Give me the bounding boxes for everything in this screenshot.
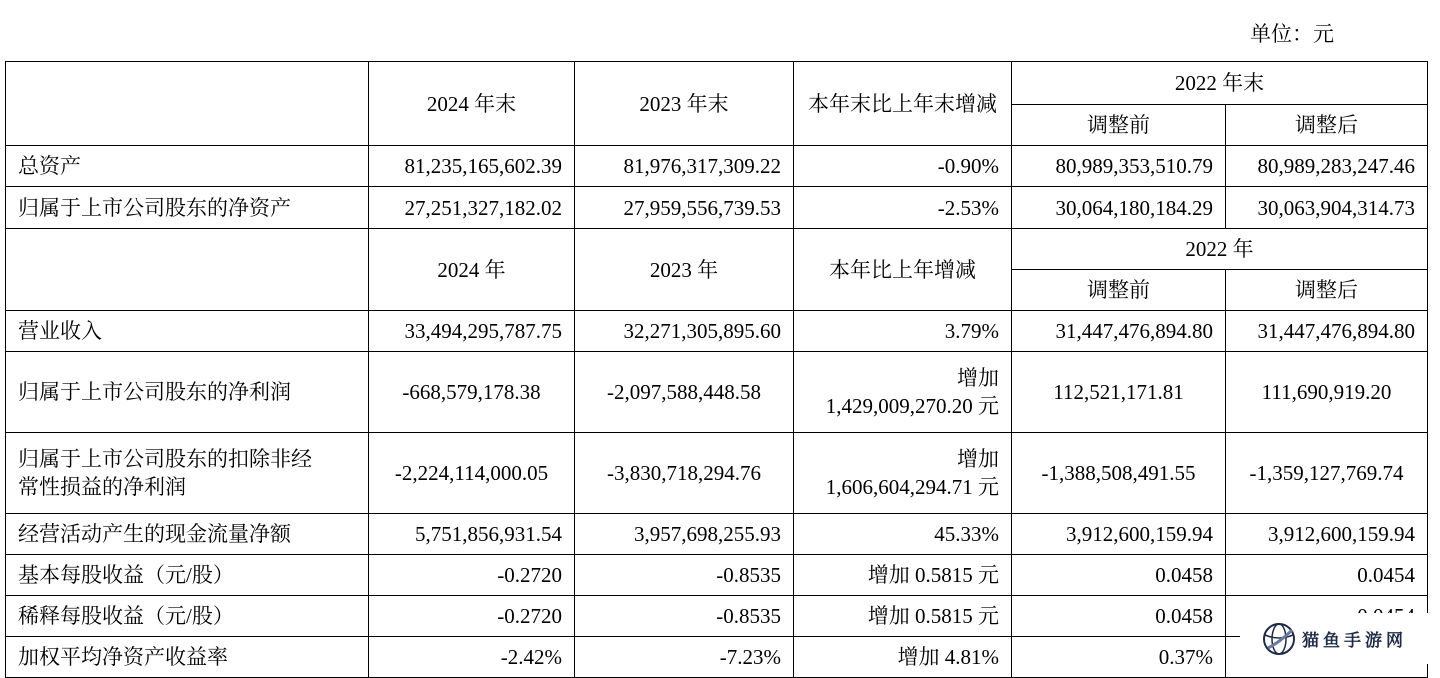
row-label: 归属于上市公司股东的净资产 [6,187,369,229]
value-2023: 27,959,556,739.53 [575,187,794,229]
balance-header-2023: 2023 年末 [575,62,794,146]
value-2022-after: 30,063,904,314.73 [1226,187,1428,229]
balance-header-2024: 2024 年末 [369,62,575,146]
table-row [6,146,1428,187]
value-change: 增加 4.81% [794,637,1012,678]
value-2024: 33,494,295,787.75 [369,311,575,352]
row-label: 基本每股收益（元/股） [6,555,369,596]
income-header-2023: 2023 年 [575,229,794,311]
table-row [6,433,1428,514]
value-2022-before: 0.37% [1012,637,1226,678]
value-2022-before: 31,447,476,894.80 [1012,311,1226,352]
value-2022-before: 0.0458 [1012,555,1226,596]
value-change: 3.79% [794,311,1012,352]
table-row [6,596,1428,637]
value-2024: -2,224,114,000.05 [369,433,575,514]
balance-header-2022: 2022 年末 [1012,62,1428,105]
value-2024: 81,235,165,602.39 [369,146,575,187]
value-2022-after: 0.0454 [1226,555,1428,596]
income-header-row-1 [6,229,1428,270]
balance-header-row-1 [6,62,1428,105]
change-line-2: 1,429,009,270.20 元 [825,394,999,418]
value-2022-before: 3,912,600,159.94 [1012,514,1226,555]
value-2023: -0.8535 [575,596,794,637]
table-row [6,352,1428,433]
watermark [1240,613,1440,664]
row-label-line-2: 常性损益的净利润 [18,475,186,499]
row-label: 归属于上市公司股东的净利润 [6,352,369,433]
value-change: 45.33% [794,514,1012,555]
value-2024: -0.2720 [369,596,575,637]
value-2024: -0.2720 [369,555,575,596]
value-change [794,352,1012,433]
row-label [6,433,369,514]
value-2023: -2,097,588,448.58 [575,352,794,433]
table-row [6,187,1428,229]
row-label: 稀释每股收益（元/股） [6,596,369,637]
value-2022-after: 3,912,600,159.94 [1226,514,1428,555]
income-header-empty [6,229,369,311]
value-2022-before: -1,388,508,491.55 [1012,433,1226,514]
income-header-before: 调整前 [1012,270,1226,311]
table-row [6,637,1428,678]
value-2022-before: 80,989,353,510.79 [1012,146,1226,187]
value-2022-before: 112,521,171.81 [1012,352,1226,433]
value-2024: -2.42% [369,637,575,678]
income-header-2024: 2024 年 [369,229,575,311]
value-change [794,433,1012,514]
value-2022-after: 31,447,476,894.80 [1226,311,1428,352]
unit-label: 单位：元 [1250,22,1334,46]
row-label: 营业收入 [6,311,369,352]
value-2023: -0.8535 [575,555,794,596]
balance-header-before: 调整前 [1012,105,1226,146]
balance-header-after: 调整后 [1226,105,1428,146]
row-label: 加权平均净资产收益率 [6,637,369,678]
row-label: 总资产 [6,146,369,187]
row-label: 经营活动产生的现金流量净额 [6,514,369,555]
table-row [6,311,1428,352]
value-2022-before: 0.0458 [1012,596,1226,637]
change-line-1: 增加 [957,366,999,390]
value-change: 增加 0.5815 元 [794,555,1012,596]
value-2023: 3,957,698,255.93 [575,514,794,555]
value-2023: -3,830,718,294.76 [575,433,794,514]
value-2023: 32,271,305,895.60 [575,311,794,352]
watermark-text: 猫鱼手游网 [1302,631,1407,651]
value-change: 增加 0.5815 元 [794,596,1012,637]
value-2023: 81,976,317,309.22 [575,146,794,187]
balance-header-change: 本年末比上年末增减 [794,62,1012,146]
value-change: -2.53% [794,187,1012,229]
financial-summary-table [5,61,1428,678]
value-change: -0.90% [794,146,1012,187]
globe-logo-icon [1262,622,1296,656]
balance-header-empty [6,62,369,146]
income-header-after: 调整后 [1226,270,1428,311]
change-line-2: 1,606,604,294.71 元 [825,475,999,499]
row-label-line-1: 归属于上市公司股东的扣除非经 [18,447,312,471]
table-row [6,514,1428,555]
income-header-2022: 2022 年 [1012,229,1428,270]
value-2022-after: 111,690,919.20 [1226,352,1428,433]
income-header-change: 本年比上年增减 [794,229,1012,311]
value-2023: -7.23% [575,637,794,678]
value-2024: 27,251,327,182.02 [369,187,575,229]
value-2024: -668,579,178.38 [369,352,575,433]
value-2022-after: 80,989,283,247.46 [1226,146,1428,187]
change-line-1: 增加 [957,447,999,471]
value-2022-before: 30,064,180,184.29 [1012,187,1226,229]
value-2022-after: -1,359,127,769.74 [1226,433,1428,514]
value-2024: 5,751,856,931.54 [369,514,575,555]
table-row [6,555,1428,596]
